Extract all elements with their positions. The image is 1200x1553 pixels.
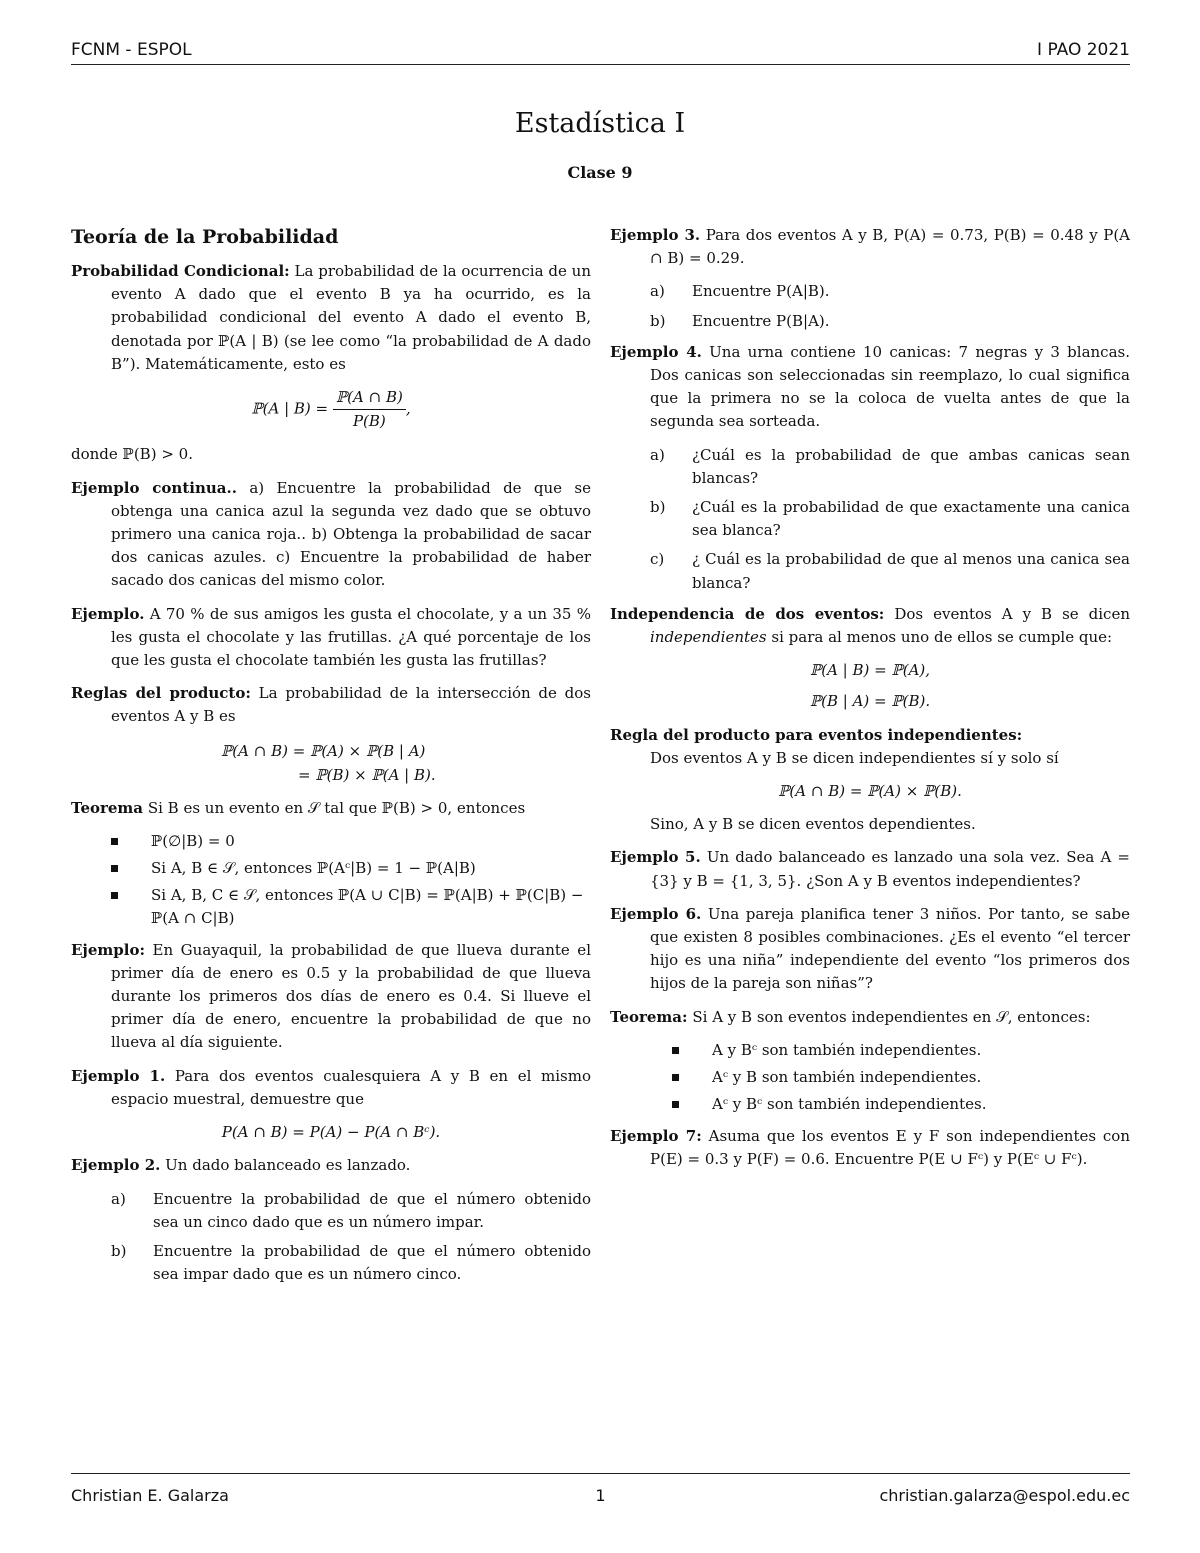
example-5-label: Ejemplo 5. — [610, 848, 701, 867]
formula-fraction — [333, 386, 406, 433]
example-3-label: Ejemplo 3. — [610, 226, 701, 244]
bullet-icon — [111, 892, 118, 899]
formula-numerator: ℙ(A ∩ B) — [333, 386, 406, 410]
independence-emphasis: independientes — [650, 628, 767, 647]
example-2 — [71, 1154, 591, 1177]
product-rules-eq1: ℙ(A ∩ B) = ℙ(A) × ℙ(B | A) — [221, 741, 426, 760]
list-item: b) Encuentre la probabilidad de que el número obtenido sea impar dado que es un número cinco. — [111, 1241, 591, 1284]
theorem-2-text: Si A y B son eventos independientes en 𝒮, entonces: — [692, 1007, 1091, 1026]
example-4-text: Una urna contiene 10 canicas: 7 negras y 3 blancas. Dos canicas son seleccionadas sin reemplazo, lo cual significa que la primera no se la coloca de vuelta antes de que la segunda sea sorteada. — [650, 342, 1130, 431]
example-3 — [610, 224, 1130, 270]
formula-lhs: ℙ(A | B) = — [251, 399, 329, 418]
theorem-2-label: Teorema: — [610, 1007, 688, 1026]
example-1-text: Para dos eventos cualesquiera A y B en el mismo espacio muestral, demuestre que — [111, 1066, 591, 1108]
bullet-icon — [672, 1047, 679, 1054]
header-left: FCNM - ESPOL — [71, 40, 192, 60]
theorem-2 — [610, 1006, 1130, 1029]
independent-product-rule-label: Regla del producto para eventos independientes: — [610, 725, 1023, 744]
example-guayaquil-label: Ejemplo: — [71, 940, 146, 959]
example-3-text: Para dos eventos A y B, P(A) = 0.73, P(B) = 0.48 y P(A ∩ B) = 0.29. — [650, 226, 1131, 268]
example-continued-text: a) Encuentre la probabilidad de que se obtenga una canica azul la segunda vez dado que se obtuvo primero una canica roja.. b) Obtenga la probabilidad de sacar dos canicas azules. c) Encuentre la probabilidad de haber sacado dos canicas del mismo color. — [111, 478, 591, 590]
theorem-2-list — [610, 1039, 1130, 1117]
list-item: ℙ(∅|B) = 0 — [111, 830, 591, 853]
footer-author: Christian E. Galarza — [71, 1486, 229, 1505]
theorem-text: Si B es un evento en 𝒮 tal que ℙ(B) > 0, entonces — [147, 798, 526, 817]
example-5 — [610, 846, 1130, 892]
list-item: Si A, B, C ∈ 𝒮, entonces ℙ(A ∪ C|B) = ℙ(A|B) + ℙ(C|B) − ℙ(A ∩ C|B) — [111, 884, 591, 930]
product-rules-eq2: = ℙ(B) × ℙ(A | B). — [298, 765, 436, 784]
example-1-label: Ejemplo 1. — [71, 1066, 166, 1085]
list-item: a) Encuentre P(A|B). — [650, 282, 830, 301]
page-header — [71, 40, 1130, 65]
bullet-icon — [111, 865, 118, 872]
product-rules — [71, 682, 591, 728]
theorem-block — [71, 797, 591, 820]
page-subtitle: Clase 9 — [567, 163, 633, 182]
independent-product-rule-text: Dos eventos A y B se dicen independientes sí y solo sí — [650, 748, 1059, 767]
example-3-list — [610, 280, 1130, 332]
formula-tail: , — [405, 399, 411, 418]
theorem-list — [71, 830, 591, 931]
conditional-after: donde ℙ(B) > 0. — [71, 445, 193, 464]
example-guayaquil-text: En Guayaquil, la probabilidad de que llueva durante el primer día de enero es 0.5 y la probabilidad de que llueva durante los primeros dos días de enero es 0.4. Si llueve el primer día de enero, encuentre la probabilidad de que no llueva al día siguiente. — [111, 940, 591, 1052]
example-6-text: Una pareja planifica tener 3 niños. Por tanto, se sabe que existen 8 posibles combinaciones. ¿Es el evento “el tercer hijo es una niña” independiente del evento “los primeros dos hijos de la pareja son niñas”? — [650, 904, 1130, 993]
example-chocolate-text: A 70 % de sus amigos les gusta el chocolate, y a un 35 % les gusta el chocolate y las frutillas. ¿A qué porcentaje de los que les gusta el chocolate también les gusta las frutillas? — [111, 604, 591, 670]
example-2-text: Un dado balanceado es lanzado. — [165, 1156, 411, 1175]
page-footer — [71, 1473, 1130, 1514]
example-4 — [610, 341, 1130, 434]
independent-product-after: Sino, A y B se dicen eventos dependientes. — [650, 815, 976, 834]
example-4-label: Ejemplo 4. — [610, 342, 702, 361]
section-heading: Teoría de la Probabilidad — [71, 226, 339, 248]
bullet-icon — [672, 1101, 679, 1108]
formula-denominator: P(B) — [352, 412, 386, 431]
conditional-text: La probabilidad de la ocurrencia de un evento A dado que el evento B ya ha ocurrido, es la probabilidad condicional del evento A dado el evento B, denotada por ℙ(A | B) (se lee como “la probabilidad de A dado B”). Matemáticamente, esto es — [111, 262, 591, 373]
example-continued-label: Ejemplo continua.. — [71, 478, 237, 497]
footer-email: christian.galarza@espol.edu.ec — [879, 1486, 1130, 1505]
example-chocolate — [71, 603, 591, 673]
list-item: Aᶜ y Bᶜ son también independientes. — [672, 1093, 1130, 1116]
example-1-formula: P(A ∩ B) = P(A) − P(A ∩ Bᶜ). — [221, 1123, 441, 1142]
example-1 — [71, 1065, 591, 1111]
list-item: c) ¿ Cuál es la probabilidad de que al menos una canica sea blanca? — [650, 550, 1130, 592]
example-7-text: Asuma que los eventos E y F son independientes con P(E) = 0.3 y P(F) = 0.6. Encuentre P(E ∪ Fᶜ) y P(Eᶜ ∪ Fᶜ). — [650, 1126, 1130, 1168]
conditional-label: Probabilidad Condicional: — [71, 262, 290, 280]
example-7-label: Ejemplo 7: — [610, 1126, 702, 1145]
example-2-list — [71, 1188, 591, 1287]
right-column — [610, 224, 1130, 1181]
page-title: Estadística I — [514, 108, 686, 139]
example-5-text: Un dado balanceado es lanzado una sola vez. Sea A = {3} y B = {1, 3, 5}. ¿Son A y B eventos independientes? — [650, 848, 1130, 890]
list-item: Si A, B ∈ 𝒮, entonces ℙ(Aᶜ|B) = 1 − ℙ(A|B) — [111, 857, 591, 880]
example-guayaquil — [71, 939, 591, 1055]
list-item: a) Encuentre la probabilidad de que el número obtenido sea un cinco dado que es un número impar. — [111, 1189, 591, 1231]
example-4-list — [610, 444, 1130, 595]
left-column — [71, 224, 591, 1294]
list-item: a) ¿Cuál es la probabilidad de que ambas canicas sean blancas? — [650, 445, 1130, 487]
example-chocolate-label: Ejemplo. — [71, 604, 145, 623]
conditional-probability-block — [71, 260, 591, 376]
product-rules-text: La probabilidad de la intersección de dos eventos A y B es — [111, 684, 591, 726]
example-6 — [610, 903, 1130, 996]
independent-product-rule — [610, 724, 1130, 747]
page-number: 1 — [595, 1486, 606, 1505]
list-item: Aᶜ y B son también independientes. — [672, 1066, 1130, 1089]
independence-definition: Independencia de dos eventos: Dos eventos A y B se dicen independientes si para al menos uno de ellos se cumple que: — [610, 604, 1130, 647]
theorem-label: Teorema — [71, 798, 144, 817]
example-continued — [71, 477, 591, 593]
independent-product-formula: ℙ(A ∩ B) = ℙ(A) × ℙ(B). — [778, 782, 962, 801]
list-item: b) ¿Cuál es la probabilidad de que exactamente una canica sea blanca? — [650, 498, 1130, 540]
product-rules-formula — [221, 739, 591, 787]
product-rules-label: Reglas del producto: — [71, 684, 251, 703]
example-2-label: Ejemplo 2. — [71, 1156, 161, 1175]
independence-formula: ℙ(A | B) = ℙ(A), ℙ(B | A) = ℙ(B). — [809, 661, 931, 711]
example-7 — [610, 1125, 1130, 1171]
example-6-label: Ejemplo 6. — [610, 904, 702, 923]
bullet-icon — [111, 838, 118, 845]
header-right: I PAO 2021 — [1037, 40, 1130, 60]
list-item: A y Bᶜ son también independientes. — [672, 1039, 1130, 1062]
conditional-formula — [71, 386, 591, 433]
bullet-icon — [672, 1074, 679, 1081]
list-item: b) Encuentre P(B|A). — [650, 311, 830, 330]
independence-label: Independencia de dos eventos: — [610, 604, 885, 623]
